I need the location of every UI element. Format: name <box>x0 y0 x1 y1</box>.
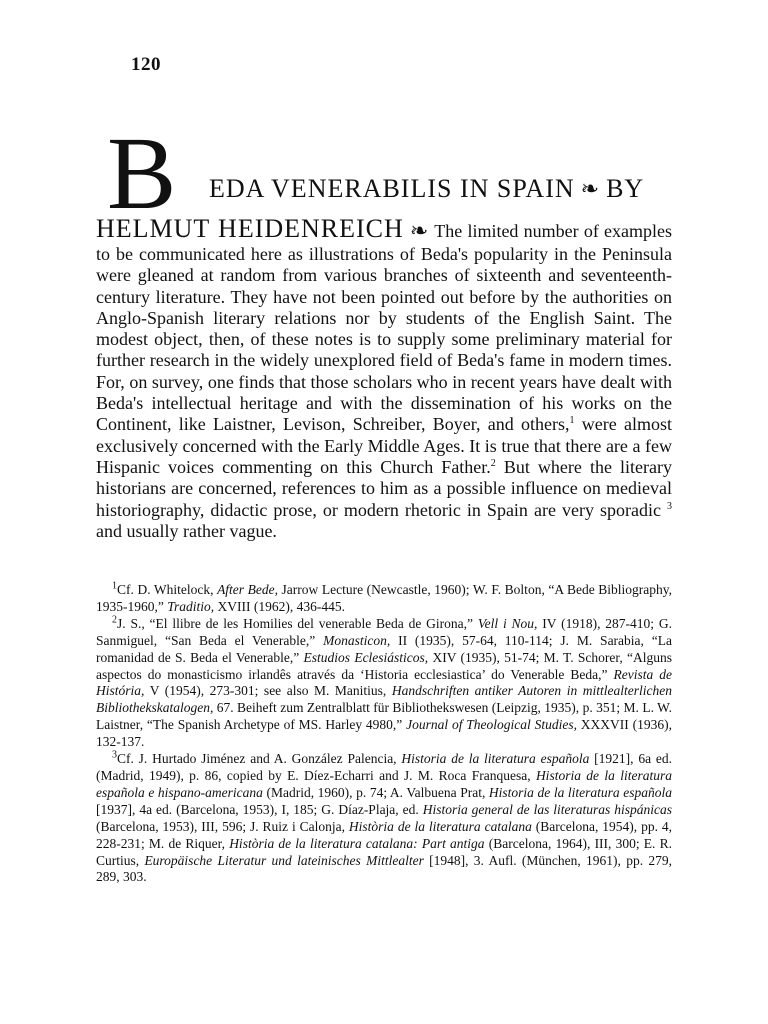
fn-text: XXXVII (1936), 132-137. <box>96 717 672 750</box>
fn-text: [1937], 4a ed. (Barcelona, 1953), I, 185; G. Díaz-Plaja, ed. <box>96 801 423 817</box>
footnote-2 <box>96 616 672 751</box>
article <box>96 116 672 542</box>
fn-title: After Bede, <box>217 582 278 597</box>
fn-title: Handschriften antiker Autoren in mittlealterlichen Bibliothekskatalogen, <box>96 683 672 716</box>
fn-text: Cf. J. Hurtado Jiménez and A. González Palencia, <box>117 751 402 767</box>
title-text <box>209 174 644 204</box>
fn-text: (Barcelona, 1954), pp. 4, 228-231; M. de Riquer, <box>96 818 672 851</box>
footnote-mark: 3 <box>112 749 117 761</box>
fn-title: Història de la literatura catalana <box>348 818 532 834</box>
body-text-1: The limited number of examples to be communicated here as illustrations of Beda's popularity in the Peninsula were gleaned at random from various branches of sixteenth and seventeenth-century literature. They have not been pointed out before by the authorities on Anglo-Spanish literary relations nor by students of the English Saint. The modest object, then, of these notes is to supply some preliminary material for further research in the widely unexplored field of Beda's fame in modern times. For, on survey, one finds that those scholars who in recent years have dealt with Beda's intellectual heritage and with the dissemination of his works on the Continent, like Laistner, Levison, Schreiber, Boyer, and others, <box>96 221 672 435</box>
author-name: HELMUT HEIDENREICH <box>96 214 404 243</box>
body-text-2: were almost exclusively concerned with the Early Middle Ages. It is true that there are a few Hispanic voices commenting on this Church Father. <box>96 414 672 477</box>
fn-text: IV (1918), 287-410; G. Sanmiguel, “San Beda el Venerable,” <box>96 615 672 648</box>
fn-title: Estudios Eclesiásticos, <box>303 649 429 665</box>
fn-text: XIV (1935), 51-74; M. T. Schorer, “Alguns aspectos do monasticismo irlandês através da ‘Historia ecclesiastica’ do Venerable Beda,” <box>96 649 672 682</box>
fleuron-icon: ❧ <box>580 176 601 202</box>
footnote-mark: 2 <box>112 614 117 626</box>
fn-text: II (1935), 57-64, 110-114; J. M. Sarabia, “La romanidad de S. Beda el Venerable,” <box>96 632 672 665</box>
fn-text: 67. Beiheft zum Zentralblatt für Bibliothekswesen (Leipzig, 1935), p. 351; M. L. W. Laistner, “The Spanish Archetype of MS. Harley 4980,” <box>96 700 672 733</box>
fn-title: Historia de la literatura española <box>401 751 590 767</box>
fn-text: [1921], 6a ed. (Madrid, 1949), p. 86, copied by E. Díez-Echarri and J. M. Roca Franquesa, <box>96 751 673 783</box>
drop-cap: B <box>107 116 177 231</box>
fn-text: Cf. D. Whitelock, <box>117 582 218 597</box>
footnote-ref-1: 1 <box>569 415 575 427</box>
footnote-ref-3: 3 <box>667 500 672 512</box>
fn-title: Vell i Nou, <box>477 615 538 631</box>
fn-title: Historia de la literatura española e hispano-americana <box>96 767 672 800</box>
fn-text: (Barcelona, 1953), III, 596; J. Ruiz i Calonja, <box>96 818 349 834</box>
footnote-1 <box>96 582 672 616</box>
body-text-3: But where the literary historians are concerned, references to him as a possible influence on medieval historiography, didactic prose, or modern rhetoric in Spain are very sporadic <box>96 456 672 520</box>
title-by: BY <box>606 174 645 203</box>
fn-title: Europäische Literatur und lateinisches Mittlealter <box>144 852 424 868</box>
body-paragraph <box>96 214 672 542</box>
fn-title: Revista de História, <box>96 666 672 699</box>
fn-title: Journal of Theological Studies, <box>406 717 577 733</box>
fn-title: Història de la literatura catalana: Part antiga <box>229 835 485 851</box>
fn-text: [1948], 3. Aufl. (München, 1961), pp. 279, 289, 303. <box>96 852 672 885</box>
fn-title: Traditio, <box>167 598 215 614</box>
fn-text: XVIII (1962), 436-445. <box>214 598 346 614</box>
fn-title: Historia general de las literaturas hispánicas <box>422 801 673 817</box>
fn-text: Jarrow Lecture (Newcastle, 1960); W. F. Bolton, “A Bede Bibliography, 1935-1960,” <box>96 582 672 614</box>
title-main: EDA VENERABILIS IN SPAIN <box>209 174 575 203</box>
fn-title: Historia de la literatura española <box>488 784 673 800</box>
fn-text: (Madrid, 1960), p. 74; A. Valbuena Prat, <box>262 784 489 800</box>
footnote-3 <box>96 751 672 886</box>
fn-title: Monasticon, <box>323 632 391 648</box>
page-number: 120 <box>131 54 161 75</box>
fn-text: J. S., “El llibre de les Homilies del venerable Beda de Girona,” <box>117 615 478 631</box>
body-text-4: and usually rather vague. <box>96 520 277 541</box>
fn-text: V (1954), 273-301; see also M. Manitius, <box>144 683 392 699</box>
footnote-ref-2: 2 <box>490 457 496 469</box>
footnotes <box>96 582 672 886</box>
fn-text: (Barcelona, 1964), III, 300; E. R. Curtius, <box>96 835 672 868</box>
footnote-mark: 1 <box>112 580 117 592</box>
fleuron-icon: ❧ <box>409 218 429 244</box>
